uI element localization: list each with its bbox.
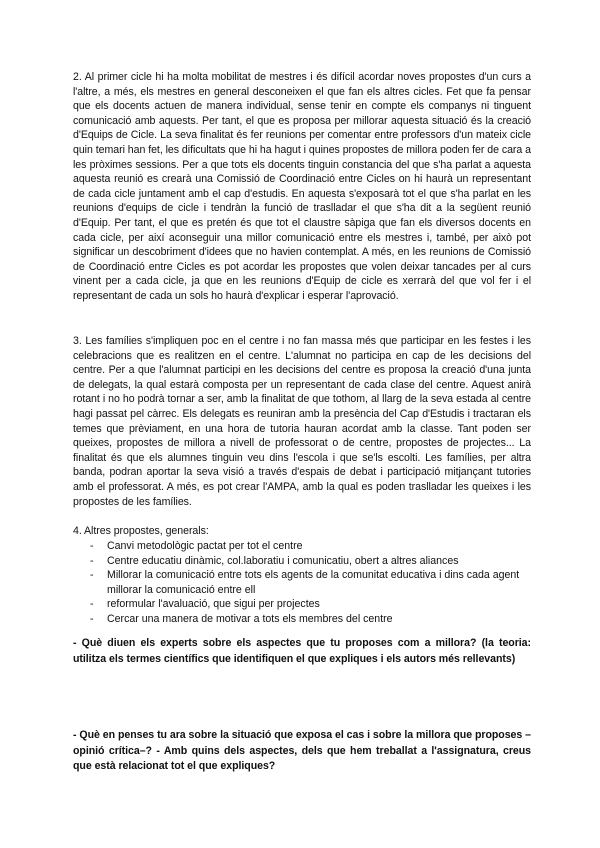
list-item-text: reformular l'avaluació, que sigui per projectes [107, 598, 320, 611]
list-dash: - [90, 612, 94, 625]
paragraph-proposal-3: 3. Les famílies s'impliquen poc en el centre i no fan massa més que participar en les festes i les celebracions que es realitzen en el centre. L'alumnat no participa en cap de les decisions del centre. Per a que l'alumnat participi en les decisions del centre es proposa la creació d'una junta de delegats, la qual estarà composta per un representant de cada clase del centre. Aquest anirà rotant i no ho podrà tornar a ser, amb la finalitat de que tothom, al llarg de la seva estada al centre hagi passat pel càrrec. Els delegats es reuniran amb la presència del Cap d'Estudis i tractaran els temes que prèviament, en una hora de tutoria hauran acordat amb la classe. Tant poden ser queixes, propostes de millora a nivell de professorat o de centre, propostes de projectes... La finalitat és que els alumnes tinguin veu dins l'escola i que se'ls escolti. Les famílies, per altra banda, podran aportar la seva visió a través d'espais de debat i participació mitjançant tutories amb el professorat. A més, es pot crear l'AMPA, amb la qual es poden traslladar les queixes i les propostes de les famílies. [73, 335, 531, 508]
list-item-text: Millorar la comunicació entre tots els agents de la comunitat educativa i dins cada agent millorar la comunicació entre ell [107, 569, 520, 596]
list-item-text: Canvi metodològic pactat per tot el centre [107, 540, 303, 552]
list-item-text: Cercar una manera de motivar a tots els membres del centre [107, 612, 393, 625]
list-item [73, 612, 531, 627]
list-dash: - [90, 569, 94, 582]
paragraph-proposal-2: 2. Al primer cicle hi ha molta mobilitat de mestres i és difícil acordar noves propostes d'un curs a l'altre, a més, els mestres en general desconeixen el que fan els altres cicles. Fet que fa pensar que els docents actuen de manera individual, sense tenir en compte els companys ni tinguent comunicació amb aquests. Per tant, el que es proposa per millorar aquesta situació és la creació d'Equips de Cicle. La seva finalitat és fer reunions per comentar entre professors d'un mateix cicle quin temari han fet, les dificultats que hi ha hagut i quines propostes de millora poden fer de cara a les pròximes sessions. Per a que tots els docents tinguin constancia del que s'ha parlat a aquesta aquesta reunió es crearà una Comissió de Coordinació entre Cicles on hi haurà un representant de cada cicle juntament amb el cap d'estudis. En aquesta s'exposarà tot el que s'ha parlat en les reunions d'equips de cicle i tendràn la funció de traslladar el que s'ha dit a la següent reunió d'Equip. Per tant, el que es pretén és que tot el claustre sàpiga que fan els diversos docents en cada cicle, per així aconseguir una millor comunicació entre els mestres i, també, per això pot significar un descobriment d'idees que no havien contemplat. A més, en les reunions de Comissió de Coordinació entre Cicles es pot acordar les propostes que volen deixar tancades per al curs vinent per a cada cicle, ja que en les reunions d'Equip de cicle es xerrarà del que vol fer i el representant de cada un sols ho haurà d'explicar i esperar l'aprovació. [73, 71, 531, 302]
paragraph-proposal-4-intro: 4. Altres propostes, generals: [73, 525, 209, 537]
list-dash: - [90, 598, 94, 611]
list-dash: - [90, 554, 94, 567]
other-proposals-list [73, 539, 531, 627]
list-item [73, 568, 531, 597]
list-dash: - [90, 540, 94, 552]
question-experts: - Què diuen els experts sobre els aspectes que tu proposes com a millora? (la teoria: utilitza els termes científics que identifiquen el que expliques i els autors més rellevants) [73, 637, 531, 665]
list-item [73, 597, 531, 612]
list-item [73, 554, 531, 569]
list-item [73, 539, 531, 554]
question-opinion: - Què en penses tu ara sobre la situació que exposa el cas i sobre la millora que proposes –opinió crítica–? - Amb quins dels aspectes, dels que hem treballat a l'assignatura, creus que està relacionat tot el que expliques? [73, 729, 531, 772]
list-item-text: Centre educatiu dinàmic, col.laboratiu i comunicatiu, obert a altres aliances [107, 554, 459, 567]
